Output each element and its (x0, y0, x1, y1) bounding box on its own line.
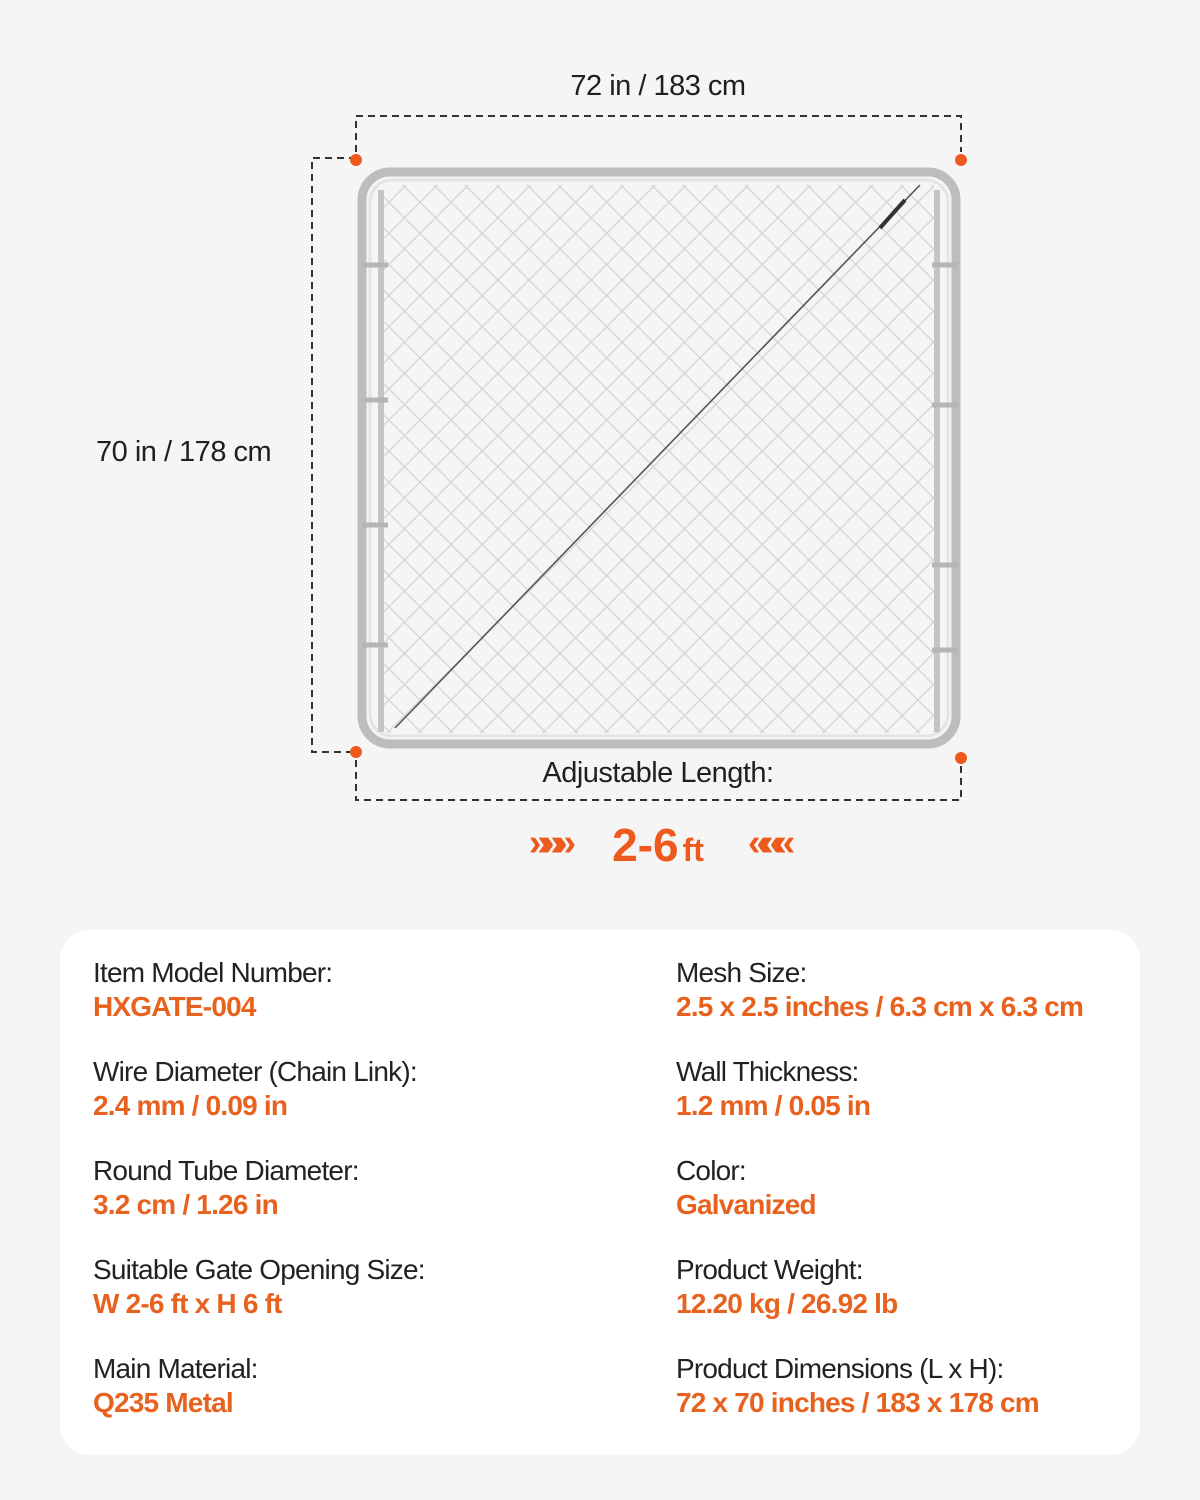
range-value: 2-6 (612, 819, 679, 871)
spec-value: HXGATE-004 (93, 991, 256, 1022)
adjustable-range (0, 818, 1200, 872)
adjustable-length-label: Adjustable Length: (542, 757, 774, 789)
height-dimension-label: 70 in / 178 cm (96, 436, 272, 468)
spec-column-left (93, 956, 425, 1451)
spec-label: Round Tube Diameter: (93, 1155, 359, 1186)
spec-item (676, 1352, 1083, 1451)
spec-label: Mesh Size: (676, 957, 807, 988)
spec-label: Product Weight: (676, 1254, 863, 1285)
spec-label: Wall Thickness: (676, 1056, 859, 1087)
spec-item (93, 1352, 425, 1451)
range-unit: ft (682, 832, 704, 868)
spec-value: 2.4 mm / 0.09 in (93, 1090, 288, 1121)
spec-value: Galvanized (676, 1189, 816, 1220)
specifications-card (60, 930, 1140, 1455)
spec-item (93, 1253, 425, 1352)
spec-item (676, 1253, 1083, 1352)
spec-value: 12.20 kg / 26.92 lb (676, 1288, 898, 1319)
spec-value: 1.2 mm / 0.05 in (676, 1090, 871, 1121)
spec-value: 72 x 70 inches / 183 x 178 cm (676, 1387, 1039, 1418)
spec-column-right (676, 956, 1083, 1451)
spec-label: Suitable Gate Opening Size: (93, 1254, 425, 1285)
spec-label: Color: (676, 1155, 746, 1186)
spec-value: W 2-6 ft x H 6 ft (93, 1288, 282, 1319)
width-dimension-label: 72 in / 183 cm (570, 70, 746, 102)
spec-item (93, 1154, 425, 1253)
spec-label: Product Dimensions (L x H): (676, 1353, 1004, 1384)
spec-label: Item Model Number: (93, 957, 333, 988)
spec-value: 2.5 x 2.5 inches / 6.3 cm x 6.3 cm (676, 991, 1084, 1022)
spec-item (93, 1055, 425, 1154)
arrows-right-icon: »»» (528, 822, 569, 864)
spec-item (676, 1154, 1083, 1253)
spec-item (676, 956, 1083, 1055)
spec-item (676, 1055, 1083, 1154)
spec-value: Q235 Metal (93, 1387, 233, 1418)
arrows-left-icon: ««« (747, 822, 788, 864)
spec-item (93, 956, 425, 1055)
spec-value: 3.2 cm / 1.26 in (93, 1189, 278, 1220)
spec-label: Main Material: (93, 1353, 258, 1384)
spec-label: Wire Diameter (Chain Link): (93, 1056, 417, 1087)
